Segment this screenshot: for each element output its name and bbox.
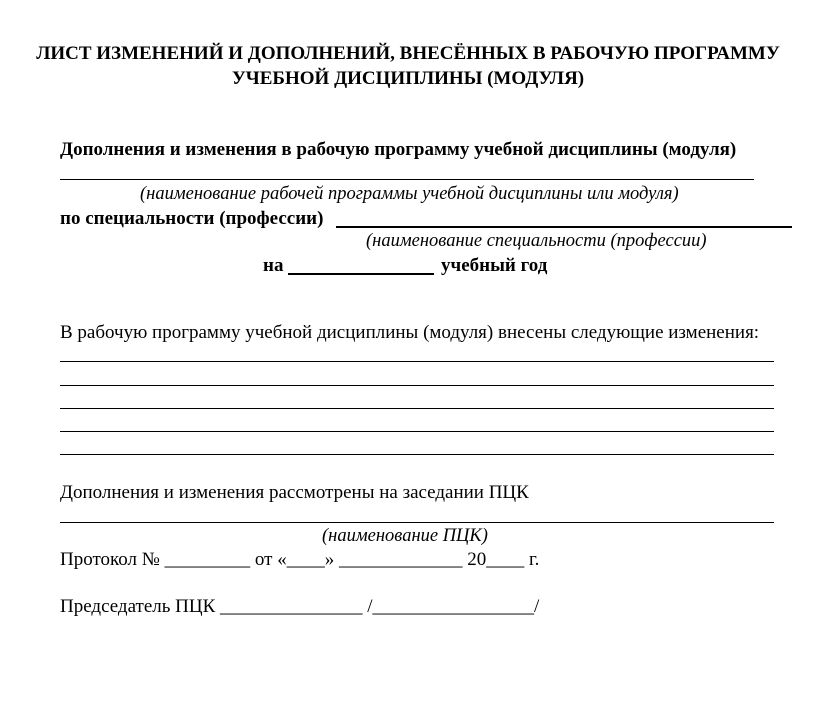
review-statement: Дополнения и изменения рассмотрены на заседании ПЦК (60, 482, 529, 503)
specialty-label: по специальности (профессии) (60, 208, 324, 229)
document-title-line-1: ЛИСТ ИЗМЕНЕНИЙ И ДОПОЛНЕНИЙ, ВНЕСЁННЫХ В РАБОЧУЮ ПРОГРАММУ (36, 43, 780, 64)
pck-name-hint: (наименование ПЦК) (322, 526, 488, 546)
changes-line-4[interactable] (60, 431, 774, 432)
protocol-line: Протокол № _________ от «____» _____________ 20____ г. (60, 549, 540, 570)
pck-name-line[interactable] (60, 522, 774, 523)
year-suffix: учебный год (441, 255, 548, 276)
document-title-line-2: УЧЕБНОЙ ДИСЦИПЛИНЫ (МОДУЛЯ) (231, 68, 585, 89)
changes-intro: В рабочую программу учебной дисциплины (модуля) внесены следующие изменения: (60, 322, 760, 343)
program-name-hint: (наименование рабочей программы учебной дисциплины или модуля) (140, 184, 679, 204)
specialty-hint: (наименование специальности (профессии) (366, 231, 707, 251)
changes-line-2[interactable] (60, 385, 774, 386)
changes-line-5[interactable] (60, 454, 774, 455)
specialty-line[interactable] (336, 226, 792, 228)
section-heading: Дополнения и изменения в рабочую программу учебной дисциплины (модуля) (60, 139, 737, 160)
chairman-line: Председатель ПЦК _______________ /_________________/ (60, 596, 540, 617)
changes-line-1[interactable] (60, 361, 774, 362)
year-prefix: на (263, 255, 284, 276)
academic-year-line[interactable] (288, 273, 434, 275)
program-name-line[interactable] (60, 179, 754, 180)
changes-line-3[interactable] (60, 408, 774, 409)
